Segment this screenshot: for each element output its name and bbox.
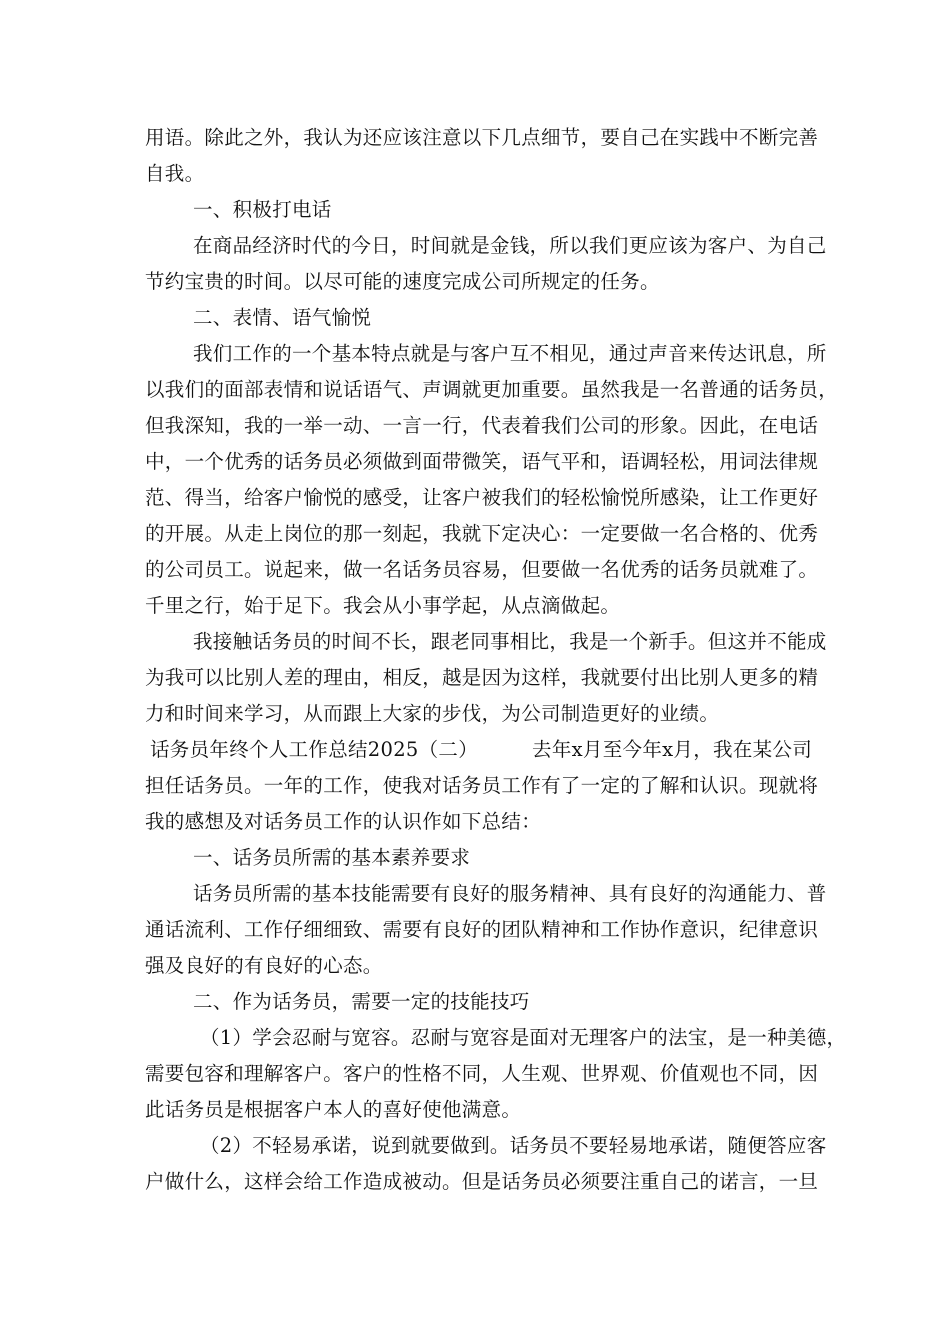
text-line: 我们工作的一个基本特点就是与客户互不相见，通过声音来传达讯息，所 [193,342,827,365]
text-line: 担任话务员。一年的工作，使我对话务员工作有了一定的了解和认识。现就将 [145,774,819,797]
text-line: 此话务员是根据客户本人的喜好使他满意。 [145,1098,522,1121]
text-line: （2）不轻易承诺，说到就要做到。话务员不要轻易地承诺，随便答应客 [200,1134,827,1157]
text-line: 自我。 [145,162,205,185]
text-line: 节约宝贵的时间。以尽可能的速度完成公司所规定的任务。 [145,270,660,293]
text-line: 通话流利、工作仔细细致、需要有良好的团队精神和工作协作意识，纪律意识 [145,918,819,941]
section-title: 话务员年终个人工作总结2025（二） [150,738,479,761]
text-line: 户做什么，这样会给工作造成被动。但是话务员必须要注重自己的诺言，一旦 [145,1170,819,1193]
text-line: 但我深知，我的一举一动、一言一行，代表着我们公司的形象。因此，在电话 [145,414,819,437]
text-line: 以我们的面部表情和说话语气、声调就更加重要。虽然我是一名普通的话务员， [145,378,839,401]
text-line: 千里之行，始于足下。我会从小事学起，从点滴做起。 [145,594,621,617]
text-line: 去年x月至今年x月，我在某公司 [532,738,813,761]
text-line: 的公司员工。说起来，做一名话务员容易，但要做一名优秀的话务员就难了。 [145,558,819,581]
text-line: 力和时间来学习，从而跟上大家的步伐，为公司制造更好的业绩。 [145,702,720,725]
text-line: 需要包容和理解客户。客户的性格不同，人生观、世界观、价值观也不同，因 [145,1062,819,1085]
text-line: 在商品经济时代的今日，时间就是金钱，所以我们更应该为客户、为自己 [193,234,827,257]
section-heading: 二、作为话务员，需要一定的技能技巧 [193,990,530,1013]
text-line: 范、得当，给客户愉悦的感受，让客户被我们的轻松愉悦所感染，让工作更好 [145,486,819,509]
text-line: 为我可以比别人差的理由，相反，越是因为这样，我就要付出比别人更多的精 [145,666,819,689]
section-heading: 二、表情、语气愉悦 [193,306,372,329]
text-line: 中，一个优秀的话务员必须做到面带微笑，语气平和，语调轻松，用词法律规 [145,450,819,473]
text-line: 我接触话务员的时间不长，跟老同事相比，我是一个新手。但这并不能成 [193,630,827,653]
text-line: 用语。除此之外，我认为还应该注意以下几点细节，要自己在实践中不断完善 [145,126,819,149]
text-line: 的开展。从走上岗位的那一刻起，我就下定决心：一定要做一名合格的、优秀 [145,522,819,545]
section-heading: 一、积极打电话 [193,198,332,221]
text-line: 话务员所需的基本技能需要有良好的服务精神、具有良好的沟通能力、普 [193,882,827,905]
section-title-line [150,736,812,764]
text-line: （1）学会忍耐与宽容。忍耐与宽容是面对无理客户的法宝，是一种美德， [200,1026,847,1049]
text-line: 强及良好的有良好的心态。 [145,954,383,977]
section-heading: 一、话务员所需的基本素养要求 [193,846,471,869]
text-line: 我的感想及对话务员工作的认识作如下总结： [145,810,542,833]
